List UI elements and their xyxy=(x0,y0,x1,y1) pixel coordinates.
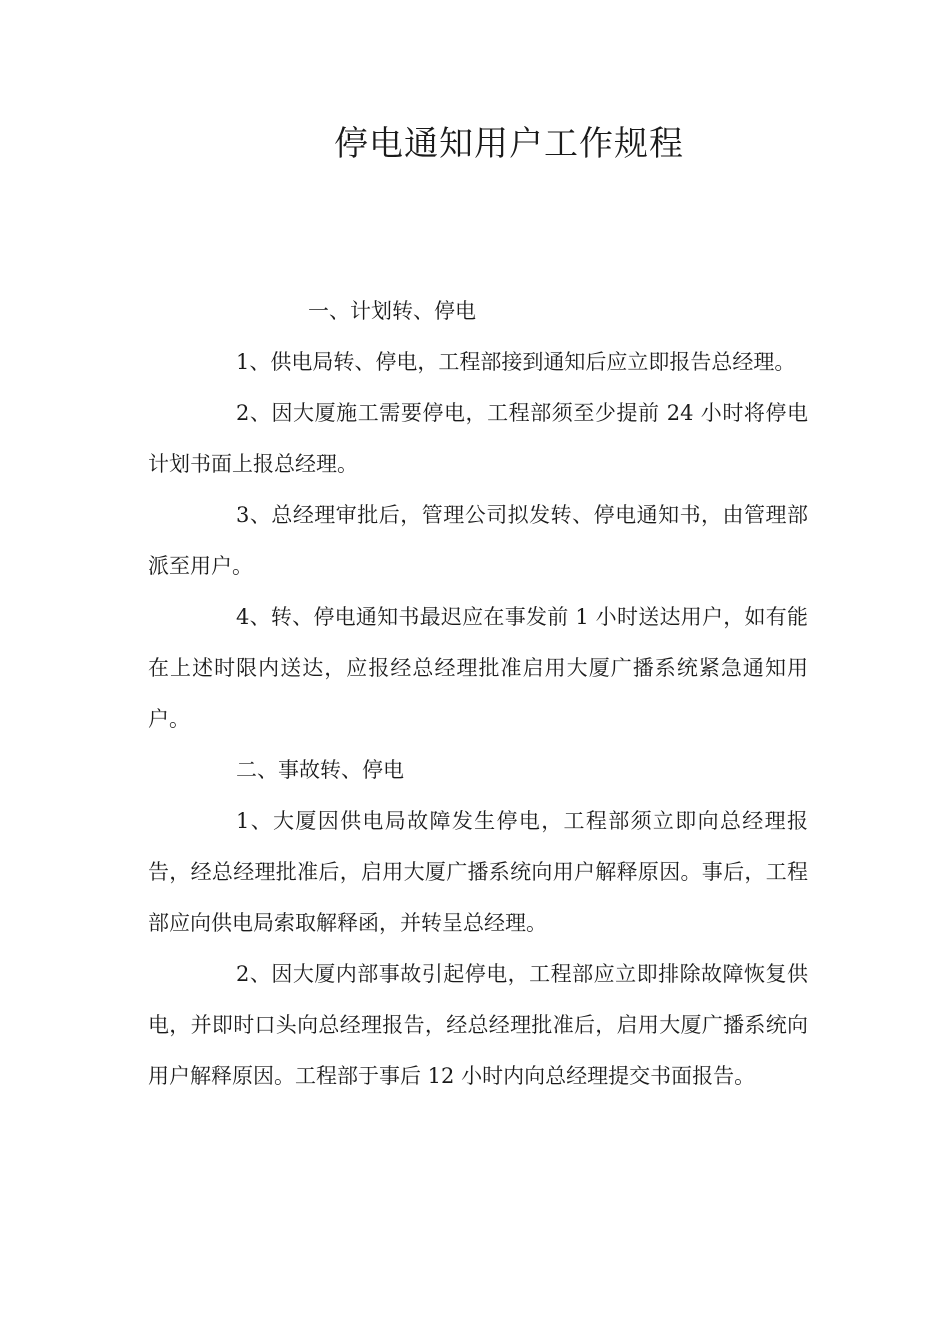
paragraph: 2、因大厦内部事故引起停电，工程部应立即排除故障恢复供电，并即时口头向总经理报告，经总经理批准后，启用大厦广播系统向用户解释原因。工程部于事后 12 小时内向总经理提交书面报告。 xyxy=(148,962,808,1088)
paragraph: 3、总经理审批后，管理公司拟发转、停电通知书，由管理部派至用户。 xyxy=(148,503,808,578)
section-heading-planned: 一、计划转、停电 xyxy=(308,299,476,323)
paragraph: 2、因大厦施工需要停电，工程部须至少提前 24 小时将停电计划书面上报总经理。 xyxy=(148,401,808,476)
section-heading-accident: 二、事故转、停电 xyxy=(236,758,404,782)
document-body xyxy=(148,286,808,1102)
paragraph: 1、大厦因供电局故障发生停电，工程部须立即向总经理报告，经总经理批准后，启用大厦广播系统向用户解释原因。事后，工程部应向供电局索取解释函，并转呈总经理。 xyxy=(148,809,808,935)
paragraph: 4、转、停电通知书最迟应在事发前 1 小时送达用户，如有能在上述时限内送达，应报经总经理批准启用大厦广播系统紧急通知用户。 xyxy=(148,605,808,731)
document-title: 停电通知用户工作规程 xyxy=(334,124,684,164)
paragraph: 1、供电局转、停电，工程部接到通知后应立即报告总经理。 xyxy=(236,350,796,374)
